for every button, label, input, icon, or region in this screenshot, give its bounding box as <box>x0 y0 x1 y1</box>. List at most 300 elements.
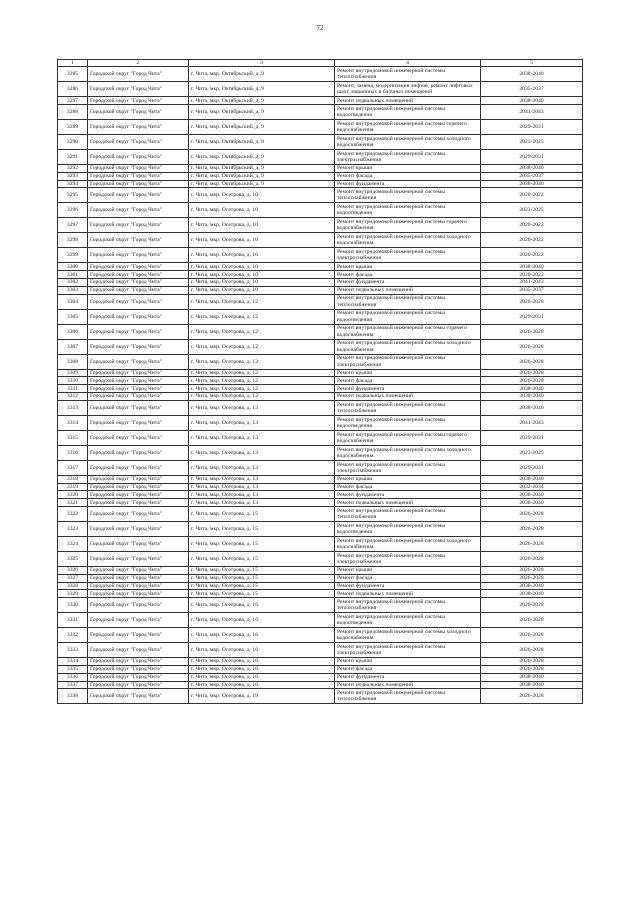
table-row <box>58 286 583 294</box>
period-cell: 2038-2040 <box>481 263 583 271</box>
period-cell: 2026-2028 <box>481 354 583 369</box>
period-cell: 2026-2028 <box>481 574 583 582</box>
work-type-cell: Ремонт подвальных помещений <box>335 97 481 105</box>
table-row <box>58 628 583 643</box>
table-row <box>58 552 583 567</box>
period-cell: 2041-2043 <box>481 279 583 287</box>
period-cell: 2038-2040 <box>481 67 583 82</box>
work-type-cell: Ремонт подвальных помещений <box>335 286 481 294</box>
work-type-cell: Ремонт подвальных помещений <box>335 681 481 689</box>
address-cell: г. Чита, мкр. Осетрова, д. 16 <box>189 628 335 643</box>
address-cell: г. Чита, мкр. Осетрова, д. 16 <box>189 598 335 613</box>
work-type-cell: Ремонт внутридомовой инженерной системы теплоснабжения <box>335 294 481 309</box>
period-cell: 2029-2031 <box>481 150 583 165</box>
table-row <box>58 271 583 279</box>
address-cell: г. Чита, мкр. Осетрова, д. 15 <box>189 590 335 598</box>
work-type-cell: Ремонт фасада <box>335 666 481 674</box>
work-type-cell: Ремонт внутридомовой инженерной системы электроснабжения <box>335 460 481 475</box>
table-row <box>58 415 583 430</box>
work-type-cell: Ремонт внутридомовой инженерной системы теплоснабжения <box>335 598 481 613</box>
work-type-cell: Ремонт, замена, модернизация лифтов, ремонт лифтовых шахт, машинных и блочных помещений <box>335 82 481 97</box>
address-cell: г. Чита, мкр. Осетрова, д. 16 <box>189 673 335 681</box>
row-number: 3328 <box>58 582 88 590</box>
work-type-cell: Ремонт подвальных помещений <box>335 393 481 401</box>
work-type-cell: Ремонт фасада <box>335 271 481 279</box>
row-number: 3297 <box>58 218 88 233</box>
work-type-cell: Ремонт внутридомовой инженерной системы холодного водоснабжения <box>335 339 481 354</box>
table-row <box>58 582 583 590</box>
municipality-cell: Городской округ "Город Чита" <box>88 354 189 369</box>
period-cell: 2038-2040 <box>481 499 583 507</box>
table-row <box>58 188 583 203</box>
period-cell: 2038-2040 <box>481 491 583 499</box>
municipality-cell: Городской округ "Город Чита" <box>88 460 189 475</box>
table-row <box>58 120 583 135</box>
period-cell: 2026-2028 <box>481 507 583 522</box>
period-cell: 2038-2040 <box>481 97 583 105</box>
municipality-cell: Городской округ "Город Чита" <box>88 522 189 537</box>
municipality-cell: Городской округ "Город Чита" <box>88 263 189 271</box>
row-number: 3338 <box>58 689 88 704</box>
table-row <box>58 294 583 309</box>
row-number: 3301 <box>58 271 88 279</box>
period-cell: 2038-2040 <box>481 165 583 173</box>
table-row <box>58 499 583 507</box>
row-number: 3305 <box>58 309 88 324</box>
municipality-cell: Городской округ "Город Чита" <box>88 203 189 218</box>
table-row <box>58 658 583 666</box>
address-cell: г. Чита, мкр. Осетрова, д. 15 <box>189 574 335 582</box>
row-number: 3307 <box>58 339 88 354</box>
work-type-cell: Ремонт фундамента <box>335 673 481 681</box>
row-number: 3286 <box>58 82 88 97</box>
address-cell: г. Чита, мкр. Осетрова, д. 10 <box>189 271 335 279</box>
table-row <box>58 598 583 613</box>
municipality-cell: Городской округ "Город Чита" <box>88 286 189 294</box>
period-cell: 2020-2022 <box>481 233 583 248</box>
work-type-cell: Ремонт фундамента <box>335 385 481 393</box>
municipality-cell: Городской округ "Город Чита" <box>88 120 189 135</box>
table-row <box>58 393 583 401</box>
address-cell: г. Чита, мкр. Осетрова, д. 13 <box>189 491 335 499</box>
municipality-cell: Городской округ "Город Чита" <box>88 294 189 309</box>
work-type-cell: Ремонт фундамента <box>335 582 481 590</box>
row-number: 3335 <box>58 666 88 674</box>
work-type-cell: Ремонт внутридомовой инженерной системы электроснабжения <box>335 150 481 165</box>
period-cell: 2023-2025 <box>481 203 583 218</box>
address-cell: г. Чита, мкр. Осетрова, д. 12 <box>189 294 335 309</box>
municipality-cell: Городской округ "Город Чита" <box>88 279 189 287</box>
work-type-cell: Ремонт внутридомовой инженерной системы холодного водоснабжения <box>335 445 481 460</box>
municipality-cell: Городской округ "Город Чита" <box>88 400 189 415</box>
row-number: 3324 <box>58 537 88 552</box>
municipality-cell: Городской округ "Город Чита" <box>88 689 189 704</box>
capital-repair-table <box>57 59 583 704</box>
work-type-cell: Ремонт подвальных помещений <box>335 499 481 507</box>
period-cell: 2026-2028 <box>481 369 583 377</box>
address-cell: г. Чита, мкр. Осетрова, д. 13 <box>189 483 335 491</box>
table-row <box>58 263 583 271</box>
row-number: 3322 <box>58 507 88 522</box>
municipality-cell: Городской округ "Город Чита" <box>88 499 189 507</box>
address-cell: г. Чита, мкр. Осетрова, д. 19 <box>189 689 335 704</box>
municipality-cell: Городской округ "Город Чита" <box>88 180 189 188</box>
period-cell: 2041-2043 <box>481 415 583 430</box>
address-cell: г. Чита, мкр. Осетрова, д. 13 <box>189 430 335 445</box>
period-cell: 2035-2037 <box>481 172 583 180</box>
address-cell: г. Чита, мкр. Октябрьский, д. 9 <box>189 150 335 165</box>
table-row <box>58 613 583 628</box>
table-row <box>58 309 583 324</box>
table-row <box>58 483 583 491</box>
row-number: 3298 <box>58 233 88 248</box>
row-number: 3332 <box>58 628 88 643</box>
municipality-cell: Городской округ "Город Чита" <box>88 271 189 279</box>
row-number: 3285 <box>58 67 88 82</box>
table-row <box>58 567 583 575</box>
table-row <box>58 385 583 393</box>
work-type-cell: Ремонт внутридомовой инженерной системы водоотведения <box>335 522 481 537</box>
municipality-cell: Городской округ "Город Чита" <box>88 135 189 150</box>
table-row <box>58 324 583 339</box>
municipality-cell: Городской округ "Город Чита" <box>88 658 189 666</box>
municipality-cell: Городской округ "Город Чита" <box>88 567 189 575</box>
address-cell: г. Чита, мкр. Осетрова, д. 16 <box>189 681 335 689</box>
row-number: 3292 <box>58 165 88 173</box>
municipality-cell: Городской округ "Город Чита" <box>88 673 189 681</box>
work-type-cell: Ремонт крыши <box>335 165 481 173</box>
work-type-cell: Ремонт внутридомовой инженерной системы теплоснабжения <box>335 188 481 203</box>
address-cell: г. Чита, мкр. Осетрова, д. 10 <box>189 248 335 263</box>
address-cell: г. Чита, мкр. Октябрьский, д. 9 <box>189 172 335 180</box>
address-cell: г. Чита, мкр. Осетрова, д. 16 <box>189 613 335 628</box>
period-cell: 2038-2040 <box>481 475 583 483</box>
row-number: 3312 <box>58 393 88 401</box>
work-type-cell: Ремонт внутридомовой инженерной системы горячего водоснабжения <box>335 218 481 233</box>
row-number: 3311 <box>58 385 88 393</box>
table-row <box>58 97 583 105</box>
municipality-cell: Городской округ "Город Чита" <box>88 475 189 483</box>
address-cell: г. Чита, мкр. Осетрова, д. 15 <box>189 582 335 590</box>
period-cell: 2026-2028 <box>481 628 583 643</box>
row-number: 3309 <box>58 369 88 377</box>
work-type-cell: Ремонт внутридомовой инженерной системы горячего водоснабжения <box>335 324 481 339</box>
period-cell: 2026-2028 <box>481 552 583 567</box>
municipality-cell: Городской округ "Город Чита" <box>88 574 189 582</box>
address-cell: г. Чита, мкр. Осетрова, д. 13 <box>189 445 335 460</box>
row-number: 3310 <box>58 377 88 385</box>
column-number: 1 <box>58 60 88 67</box>
work-type-cell: Ремонт внутридомовой инженерной системы водоотведения <box>335 105 481 120</box>
municipality-cell: Городской округ "Город Чита" <box>88 643 189 658</box>
period-cell: 2029-2031 <box>481 309 583 324</box>
period-cell: 2026-2028 <box>481 613 583 628</box>
table-row <box>58 522 583 537</box>
row-number: 3323 <box>58 522 88 537</box>
work-type-cell: Ремонт внутридомовой инженерной системы холодного водоснабжения <box>335 135 481 150</box>
row-number: 3327 <box>58 574 88 582</box>
municipality-cell: Городской округ "Город Чита" <box>88 590 189 598</box>
period-cell: 2029-2031 <box>481 460 583 475</box>
work-type-cell: Ремонт внутридомовой инженерной системы горячего водоснабжения <box>335 120 481 135</box>
municipality-cell: Городской округ "Город Чита" <box>88 369 189 377</box>
work-type-cell: Ремонт внутридомовой инженерной системы водоотведения <box>335 203 481 218</box>
municipality-cell: Городской округ "Город Чита" <box>88 218 189 233</box>
work-type-cell: Ремонт внутридомовой инженерной системы теплоснабжения <box>335 67 481 82</box>
row-number: 3299 <box>58 248 88 263</box>
work-type-cell: Ремонт фасада <box>335 574 481 582</box>
period-cell: 2020-2022 <box>481 271 583 279</box>
address-cell: г. Чита, мкр. Осетрова, д. 10 <box>189 279 335 287</box>
municipality-cell: Городской округ "Город Чита" <box>88 172 189 180</box>
row-number: 3334 <box>58 658 88 666</box>
table-row <box>58 369 583 377</box>
row-number: 3330 <box>58 598 88 613</box>
period-cell: 2038-2040 <box>481 400 583 415</box>
municipality-cell: Городской округ "Город Чита" <box>88 666 189 674</box>
row-number: 3317 <box>58 460 88 475</box>
row-number: 3308 <box>58 354 88 369</box>
row-number: 3296 <box>58 203 88 218</box>
period-cell: 2023-2025 <box>481 445 583 460</box>
work-type-cell: Ремонт внутридомовой инженерной системы электроснабжения <box>335 248 481 263</box>
work-type-cell: Ремонт внутридомовой инженерной системы холодного водоснабжения <box>335 628 481 643</box>
table-row <box>58 666 583 674</box>
address-cell: г. Чита, мкр. Осетрова, д. 12 <box>189 339 335 354</box>
period-cell: 2038-2040 <box>481 681 583 689</box>
municipality-cell: Городской округ "Город Чита" <box>88 248 189 263</box>
municipality-cell: Городской округ "Город Чита" <box>88 97 189 105</box>
row-number: 3325 <box>58 552 88 567</box>
period-cell: 2038-2040 <box>481 385 583 393</box>
table-row <box>58 339 583 354</box>
address-cell: г. Чита, мкр. Октябрьский, д. 9 <box>189 120 335 135</box>
address-cell: г. Чита, мкр. Осетрова, д. 15 <box>189 507 335 522</box>
table-row <box>58 377 583 385</box>
row-number: 3313 <box>58 400 88 415</box>
table-row <box>58 172 583 180</box>
table-row <box>58 233 583 248</box>
table-row <box>58 203 583 218</box>
table-row <box>58 491 583 499</box>
period-cell: 2038-2040 <box>481 590 583 598</box>
period-cell: 2026-2028 <box>481 643 583 658</box>
address-cell: г. Чита, мкр. Осетрова, д. 15 <box>189 537 335 552</box>
address-cell: г. Чита, мкр. Октябрьский, д. 9 <box>189 165 335 173</box>
table-row <box>58 460 583 475</box>
table-row <box>58 537 583 552</box>
column-number: 2 <box>88 60 189 67</box>
table-row <box>58 180 583 188</box>
work-type-cell: Ремонт внутридомовой инженерной системы горячего водоснабжения <box>335 430 481 445</box>
table-row <box>58 165 583 173</box>
municipality-cell: Городской округ "Город Чита" <box>88 150 189 165</box>
table-row <box>58 105 583 120</box>
period-cell: 2041-2043 <box>481 105 583 120</box>
row-number: 3303 <box>58 286 88 294</box>
column-number: 5 <box>481 60 583 67</box>
work-type-cell: Ремонт фундамента <box>335 491 481 499</box>
period-cell: 2035-2037 <box>481 82 583 97</box>
row-number: 3295 <box>58 188 88 203</box>
work-type-cell: Ремонт фасада <box>335 377 481 385</box>
address-cell: г. Чита, мкр. Октябрьский, д. 9 <box>189 180 335 188</box>
municipality-cell: Городской округ "Город Чита" <box>88 628 189 643</box>
period-cell: 2032-2034 <box>481 483 583 491</box>
table-row <box>58 590 583 598</box>
table-row <box>58 67 583 82</box>
municipality-cell: Городской округ "Город Чита" <box>88 598 189 613</box>
address-cell: г. Чита, мкр. Осетрова, д. 12 <box>189 354 335 369</box>
municipality-cell: Городской округ "Город Чита" <box>88 613 189 628</box>
municipality-cell: Городской округ "Город Чита" <box>88 188 189 203</box>
period-cell: 2026-2028 <box>481 567 583 575</box>
work-type-cell: Ремонт внутридомовой инженерной системы водоотведения <box>335 415 481 430</box>
municipality-cell: Городской округ "Город Чита" <box>88 82 189 97</box>
period-cell: 2026-2028 <box>481 377 583 385</box>
row-number: 3300 <box>58 263 88 271</box>
period-cell: 2020-2022 <box>481 248 583 263</box>
address-cell: г. Чита, мкр. Осетрова, д. 10 <box>189 203 335 218</box>
table-row <box>58 689 583 704</box>
municipality-cell: Городской округ "Город Чита" <box>88 483 189 491</box>
municipality-cell: Городской округ "Город Чита" <box>88 445 189 460</box>
period-cell: 2020-2022 <box>481 218 583 233</box>
work-type-cell: Ремонт фасада <box>335 483 481 491</box>
address-cell: г. Чита, мкр. Осетрова, д. 12 <box>189 377 335 385</box>
municipality-cell: Городской округ "Город Чита" <box>88 681 189 689</box>
address-cell: г. Чита, мкр. Осетрова, д. 12 <box>189 393 335 401</box>
address-cell: г. Чита, мкр. Осетрова, д. 10 <box>189 263 335 271</box>
row-number: 3315 <box>58 430 88 445</box>
address-cell: г. Чита, мкр. Осетрова, д. 16 <box>189 643 335 658</box>
municipality-cell: Городской округ "Город Чита" <box>88 415 189 430</box>
municipality-cell: Городской округ "Город Чита" <box>88 105 189 120</box>
row-number: 3316 <box>58 445 88 460</box>
address-cell: г. Чита, мкр. Осетрова, д. 12 <box>189 369 335 377</box>
work-type-cell: Ремонт крыши <box>335 475 481 483</box>
address-cell: г. Чита, мкр. Осетрова, д. 15 <box>189 567 335 575</box>
address-cell: г. Чита, мкр. Осетрова, д. 13 <box>189 460 335 475</box>
table-row <box>58 400 583 415</box>
period-cell: 2026-2028 <box>481 522 583 537</box>
address-cell: г. Чита, мкр. Осетрова, д. 13 <box>189 415 335 430</box>
period-cell: 2026-2028 <box>481 666 583 674</box>
page-number: 72 <box>316 24 324 32</box>
table-row <box>58 248 583 263</box>
period-cell: 2020-2022 <box>481 188 583 203</box>
work-type-cell: Ремонт внутридомовой инженерной системы холодного водоснабжения <box>335 537 481 552</box>
table-body <box>58 67 583 704</box>
table-row <box>58 475 583 483</box>
row-number: 3304 <box>58 294 88 309</box>
municipality-cell: Городской округ "Город Чита" <box>88 67 189 82</box>
row-number: 3314 <box>58 415 88 430</box>
row-number: 3336 <box>58 673 88 681</box>
municipality-cell: Городской округ "Город Чита" <box>88 377 189 385</box>
row-number: 3289 <box>58 120 88 135</box>
period-cell: 2035-2037 <box>481 286 583 294</box>
table-row <box>58 430 583 445</box>
work-type-cell: Ремонт внутридомовой инженерной системы холодного водоснабжения <box>335 233 481 248</box>
table-row <box>58 135 583 150</box>
address-cell: г. Чита, мкр. Осетрова, д. 13 <box>189 400 335 415</box>
period-cell: 2026-2028 <box>481 689 583 704</box>
work-type-cell: Ремонт внутридомовой инженерной системы электроснабжения <box>335 354 481 369</box>
row-number: 3337 <box>58 681 88 689</box>
work-type-cell: Ремонт крыши <box>335 567 481 575</box>
table-row <box>58 279 583 287</box>
municipality-cell: Городской округ "Город Чита" <box>88 393 189 401</box>
period-cell: 2026-2028 <box>481 339 583 354</box>
row-number: 3302 <box>58 279 88 287</box>
column-number-row <box>58 60 583 67</box>
table-row <box>58 673 583 681</box>
row-number: 3291 <box>58 150 88 165</box>
period-cell: 2038-2040 <box>481 180 583 188</box>
address-cell: г. Чита, мкр. Осетрова, д. 13 <box>189 475 335 483</box>
period-cell: 2029-2031 <box>481 430 583 445</box>
row-number: 3288 <box>58 105 88 120</box>
address-cell: г. Чита, мкр. Осетрова, д. 16 <box>189 666 335 674</box>
table-row <box>58 681 583 689</box>
period-cell: 2023-2025 <box>481 135 583 150</box>
row-number: 3321 <box>58 499 88 507</box>
municipality-cell: Городской округ "Город Чита" <box>88 507 189 522</box>
row-number: 3306 <box>58 324 88 339</box>
period-cell: 2038-2040 <box>481 673 583 681</box>
address-cell: г. Чита, мкр. Осетрова, д. 13 <box>189 499 335 507</box>
row-number: 3290 <box>58 135 88 150</box>
row-number: 3319 <box>58 483 88 491</box>
work-type-cell: Ремонт внутридомовой инженерной системы электроснабжения <box>335 643 481 658</box>
period-cell: 2038-2040 <box>481 393 583 401</box>
work-type-cell: Ремонт крыши <box>335 658 481 666</box>
row-number: 3333 <box>58 643 88 658</box>
row-number: 3318 <box>58 475 88 483</box>
address-cell: г. Чита, мкр. Октябрьский, д. 9 <box>189 135 335 150</box>
table-row <box>58 150 583 165</box>
period-cell: 2026-2028 <box>481 598 583 613</box>
row-number: 3331 <box>58 613 88 628</box>
address-cell: г. Чита, мкр. Осетрова, д. 15 <box>189 522 335 537</box>
row-number: 3326 <box>58 567 88 575</box>
table-row <box>58 354 583 369</box>
row-number: 3320 <box>58 491 88 499</box>
address-cell: г. Чита, мкр. Осетрова, д. 12 <box>189 309 335 324</box>
row-number: 3293 <box>58 172 88 180</box>
address-cell: г. Чита, мкр. Осетрова, д. 10 <box>189 286 335 294</box>
table-row <box>58 574 583 582</box>
table-row <box>58 507 583 522</box>
address-cell: г. Чита, мкр. Осетрова, д. 15 <box>189 552 335 567</box>
municipality-cell: Городской округ "Город Чита" <box>88 339 189 354</box>
address-cell: г. Чита, мкр. Осетрова, д. 16 <box>189 658 335 666</box>
municipality-cell: Городской округ "Город Чита" <box>88 385 189 393</box>
work-type-cell: Ремонт внутридомовой инженерной системы теплоснабжения <box>335 507 481 522</box>
address-cell: г. Чита, мкр. Осетрова, д. 10 <box>189 188 335 203</box>
address-cell: г. Чита, мкр. Октябрьский, д. 9 <box>189 67 335 82</box>
municipality-cell: Городской округ "Город Чита" <box>88 309 189 324</box>
work-type-cell: Ремонт внутридомовой инженерной системы водоотведения <box>335 613 481 628</box>
municipality-cell: Городской округ "Город Чита" <box>88 552 189 567</box>
municipality-cell: Городской округ "Город Чита" <box>88 537 189 552</box>
address-cell: г. Чита, мкр. Октябрьский, д. 9 <box>189 105 335 120</box>
period-cell: 2029-2031 <box>481 120 583 135</box>
table-row <box>58 218 583 233</box>
work-type-cell: Ремонт подвальных помещений <box>335 590 481 598</box>
municipality-cell: Городской округ "Город Чита" <box>88 233 189 248</box>
